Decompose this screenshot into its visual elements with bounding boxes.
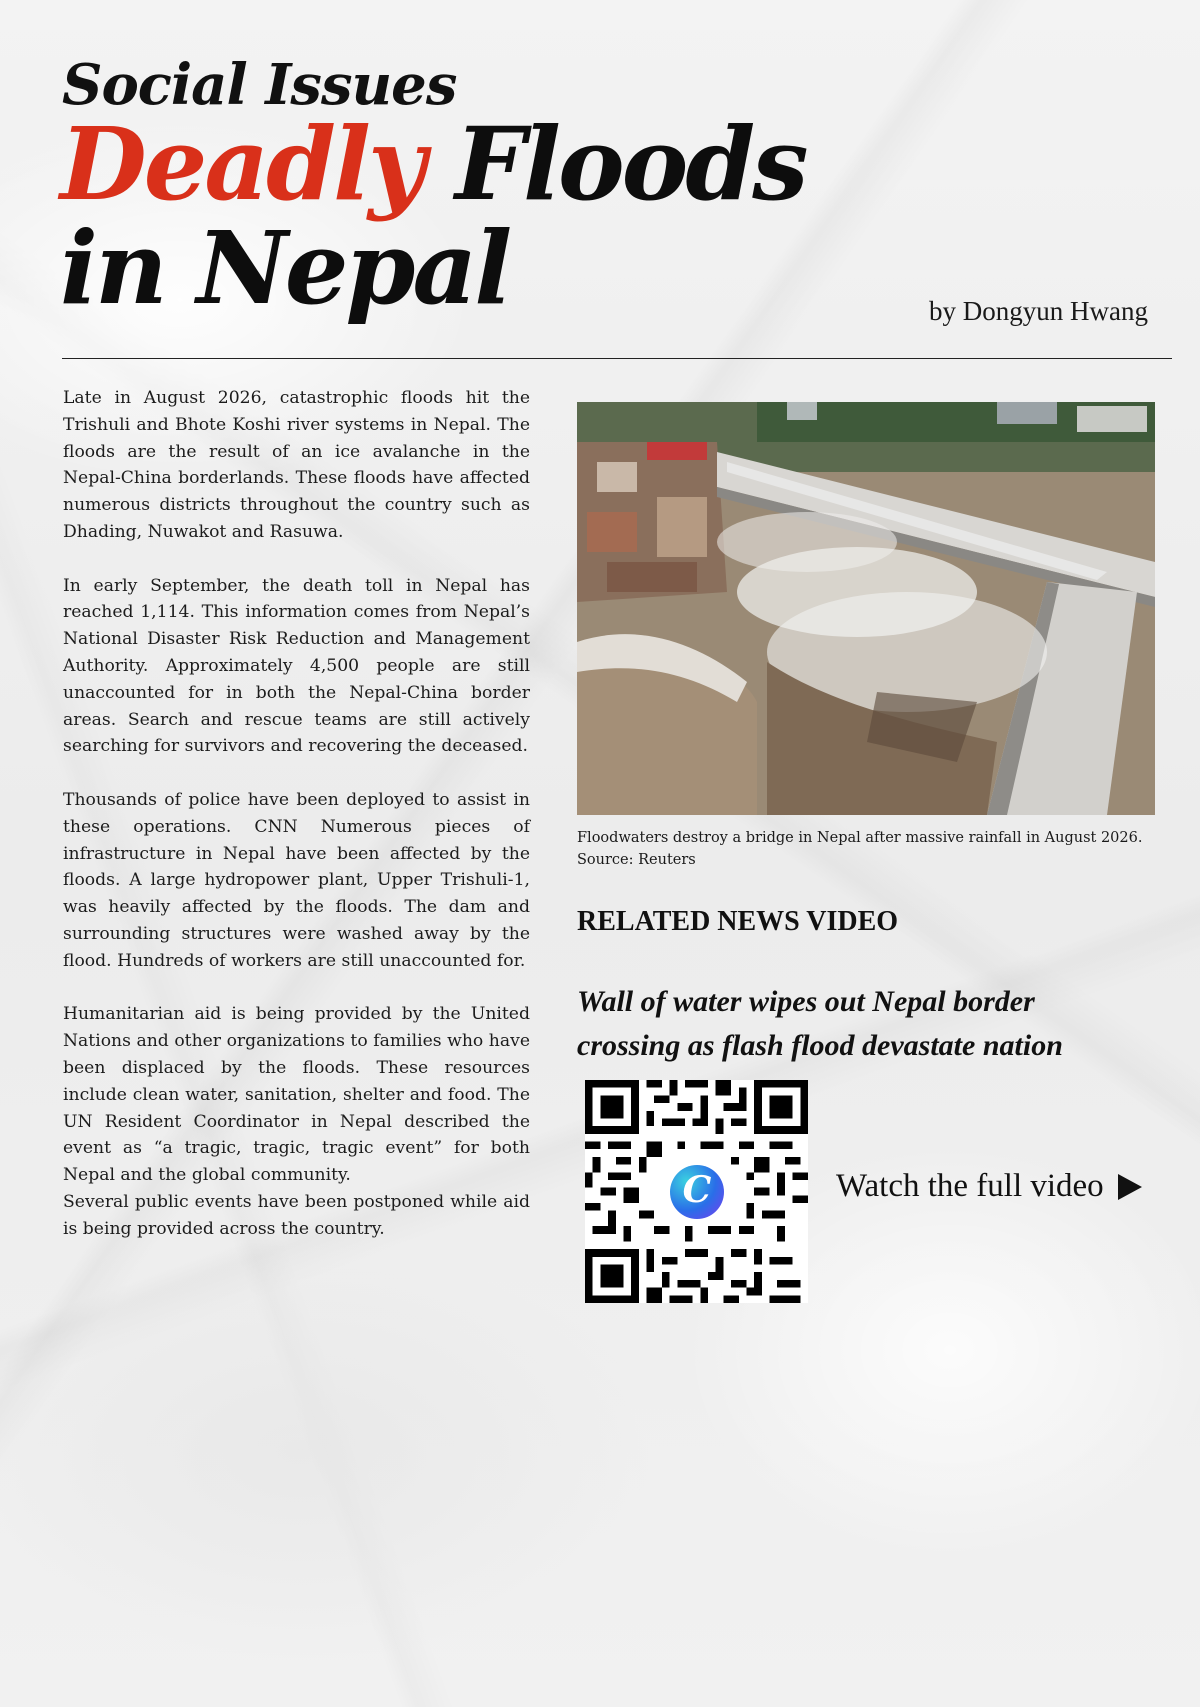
photo-caption-text: Floodwaters destroy a bridge in Nepal after massive rainfall in August 2026. (577, 830, 1143, 846)
title-line1-rest: Floods (423, 105, 806, 223)
title-accent-word: Deadly (60, 105, 424, 223)
article-paragraph: Humanitarian aid is being provided by the United Nations and other organizations to families who have been displaced by the floods. These resources include clean water, sanitation, shelter and food. The UN Resident Coordinator in Nepal described the event as “a tragic, tragic, tragic event” for both Nepal and the global community. (63, 1004, 530, 1186)
header-divider (62, 358, 1172, 359)
section-kicker: Social Issues (62, 52, 457, 118)
author-byline: by Dongyun Hwang (929, 296, 1148, 326)
article-paragraph: Late in August 2026, catastrophic floods hit the Trishuli and Bhote Koshi river systems in Nepal. The floods are the result of an ice avalanche in the Nepal-China borderlands. These floods have affected numerous districts throughout the country such as Dhading, Nuwakot and Rasuwa. (63, 388, 530, 542)
article-paragraph: Thousands of police have been deployed to assist in these operations. CNN Numerous pieces of infrastructure in Nepal have been affected by the floods. A large hydropower plant, Upper Trishuli-1, was heavily affected by the floods. The dam and surrounding structures were washed away by the flood. Hundreds of workers are still unaccounted for. (63, 789, 530, 971)
article-paragraph: Several public events have been postponed while aid is being provided across the country. (63, 1191, 530, 1239)
qr-logo-letter: C (670, 1165, 724, 1219)
watch-full-video-label: Watch the full video (836, 1168, 1104, 1204)
related-video-heading: RELATED NEWS VIDEO (577, 906, 899, 937)
related-video-title[interactable]: Wall of water wipes out Nepal border crossing as flash flood devastate nation (577, 985, 1063, 1062)
flood-bridge-photo (577, 402, 1155, 815)
photo-source: Source: Reuters (577, 852, 696, 868)
page-title (60, 105, 960, 327)
article-paragraph: In early September, the death toll in Nepal has reached 1,114. This information comes from Nepal’s National Disaster Risk Reduction and Management Authority. Approximately 4,500 people are still unaccounted for in both the Nepal-China border areas. Search and rescue teams are still actively searching for survivors and recovering the deceased. (63, 575, 530, 757)
watch-full-video-link[interactable] (836, 1168, 1142, 1205)
article-body (63, 385, 530, 1243)
play-icon (1118, 1174, 1142, 1200)
video-qr-code[interactable] (585, 1080, 808, 1303)
title-line2: in Nepal (60, 209, 510, 327)
photo-caption (577, 827, 1167, 871)
qr-logo-badge (666, 1161, 728, 1223)
